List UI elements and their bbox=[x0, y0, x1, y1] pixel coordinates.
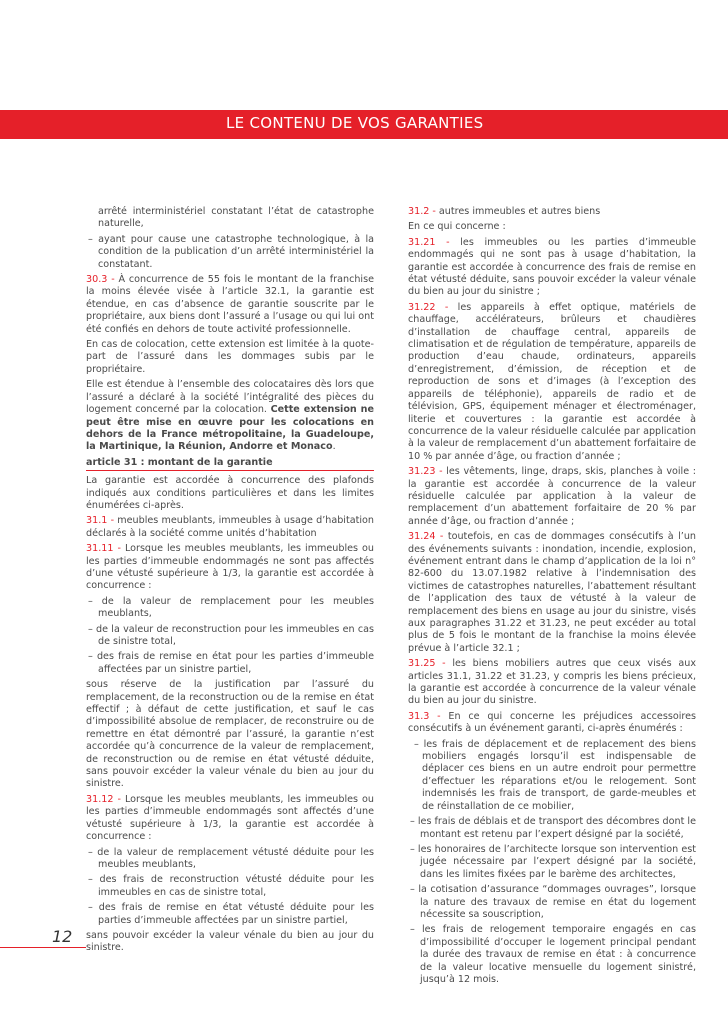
paragraph-text: les immeubles ou les parties d’immeuble endommagés qui ne sont pas à usage d’habitation, la garantie est accordée à concurrence des frais de remise en état vétusté déduite, sans pouvoir excéder la valeur vénale du bien au jour du sinistre ; bbox=[408, 236, 696, 298]
paragraph bbox=[86, 274, 374, 336]
section-number: 31.23 - bbox=[408, 466, 443, 478]
list-item: – les frais de déplacement et de replacement des biens mobiliers engagés lorsqu’il est indispensable de déplacer ces biens en un autre endroit pour permettre d’effectuer les réparations et/ou le relogement. Sont indemnisés les frais de transport, de garde-meubles et de réinstallation de ce mobilier, bbox=[414, 738, 696, 812]
paragraph bbox=[408, 658, 696, 708]
paragraph: En ce qui concerne : bbox=[408, 221, 506, 233]
page-number: 12 bbox=[52, 927, 73, 946]
section-number: 31.21 - bbox=[408, 236, 450, 248]
paragraph-text: Lorsque les meubles meublants, les immeubles ou les parties d’immeuble endommagés ne sont pas affectés d’une vétusté supérieure à 1/3, la garantie est accordée à concurrence : bbox=[86, 543, 374, 592]
paragraph-text: autres immeubles et autres biens bbox=[435, 206, 601, 217]
section-number: 31.12 - bbox=[86, 793, 121, 805]
paragraph-text: les appareils à effet optique, matériels de chauffage, accélérateurs, brûleurs et chaudières d’installation de chauffage central, appareils de climatisation et de régulation de température, appareils de production d’eau chaude, ordinateurs, appareils d’enregistrement, d’émission, de réception et de reproduction de sons et d’images (à l’exception des appareils de téléphonie), appareils de radio et de télévision, GPS, équipement ménager et électroménager, literie et couvertures : la garantie est accordée à concurrence de la valeur résiduelle calculée par application à la valeur de remplacement d’un abattement forfaitaire de 10 % par année d’âge, ou fraction d’année ; bbox=[408, 301, 697, 462]
paragraph bbox=[86, 543, 374, 593]
list-item: – des frais de remise en état vétusté déduite pour les parties d’immeuble affectées par un sinistre partiel, bbox=[88, 902, 374, 926]
paragraph bbox=[408, 466, 696, 528]
paragraph-text: À concurrence de 55 fois le montant de la franchise la moins élevée visée à l’article 32.1, la garantie est étendue, en cas d’absence de garantie souscrite par le propriétaire, aux biens dont l’assuré a l’usage ou qui lui ont été confiés en dehors de toute activité professionnelle. bbox=[86, 274, 374, 335]
paragraph: arrêté interministériel constatant l’état de catastrophe naturelle, bbox=[98, 206, 374, 230]
section-number: 31.11 - bbox=[86, 543, 121, 555]
page-title: LE CONTENU DE VOS GARANTIES bbox=[226, 114, 484, 132]
paragraph-text: Lorsque les meubles meublants, les immeubles ou les parties d’immeuble endommagés sont affectés d’une vétusté supérieure à 1/3, la garantie est accordée à concurrence : bbox=[86, 793, 374, 843]
list-item: – de la valeur de remplacement vétusté déduite pour les meubles meublants, bbox=[88, 846, 374, 870]
paragraph: En cas de colocation, cette extension est limitée à la quote-part de l’assuré dans les dommages subis par le propriétaire. bbox=[86, 339, 374, 375]
paragraph: sans pouvoir excéder la valeur vénale du bien au jour du sinistre. bbox=[86, 929, 374, 954]
article-heading: article 31 : montant de la garantie bbox=[86, 457, 374, 471]
section-number: 31.22 - bbox=[408, 301, 449, 313]
page-number-rule bbox=[0, 947, 86, 948]
right-column bbox=[408, 206, 696, 989]
section-number: 31.24 - bbox=[408, 531, 444, 543]
paragraph: La garantie est accordée à concurrence des plafonds indiqués aux conditions particulières et dans les limites énumérées ci-après. bbox=[86, 475, 374, 511]
list-item: – les frais de relogement temporaire engagés en cas d’impossibilité d’occuper le logement principal pendant la durée des travaux de remise en état : à concurrence de la valeur locative mensuelle du logement sinistré, jusqu’à 12 mois. bbox=[410, 924, 696, 985]
section-number: 31.2 - bbox=[408, 206, 436, 217]
paragraph bbox=[408, 302, 696, 463]
section-number: 31.1 - bbox=[86, 515, 115, 527]
section-number: 30.3 - bbox=[86, 274, 115, 286]
list-item: – des frais de remise en état pour les parties d’immeuble affectées par un sinistre partiel, bbox=[88, 651, 374, 675]
paragraph-text: Elle est étendue à l’ensemble des colocataires dès lors que l’assuré a déclaré à la société l’intégralité des pièces du logement concerné par la colocation. bbox=[86, 379, 374, 416]
list-item: – la cotisation d’assurance “dommages ouvrages”, lorsque la nature des travaux de remise en état du logement nécessite sa souscription, bbox=[410, 884, 696, 920]
left-column bbox=[86, 206, 374, 958]
paragraph: sous réserve de la justification par l’assuré du remplacement, de la reconstruction ou de la remise en état effectif ; à défaut de cette justification, et sauf le cas d’impossibilité absolue de remplacer, de reconstruire ou de remettre en état démontré par l’assuré, la garantie n’est accordée qu’à concurrence de la valeur de remplacement, de reconstruction ou de remise en état vétusté déduite, sans pouvoir excéder la valeur vénale du bien au jour du sinistre. bbox=[86, 679, 374, 790]
paragraph-text: En ce qui concerne les préjudices accessoires consécutifs à un événement garanti, ci-après énumérés : bbox=[408, 710, 696, 735]
paragraph-text: toutefois, en cas de dommages consécutifs à l’un des événements suivants : inondation, incendie, explosion, événement entrant dans le champ d’application de la loi n° 82-600 du 13.07.1982 relative à l’indemnisation des victimes de catastrophes naturelles, l’abattement résultant de l’application des taux de vétusté à la valeur de remplacement des biens en usage au jour du sinistre, visés aux paragraphes 31.22 et 31.23, ne peut excéder au total plus de 5 fois le montant de la franchise la moins élevée prévue à l’article 32.1 ; bbox=[408, 531, 697, 654]
paragraph-text: les vêtements, linge, draps, skis, planches à voile : la garantie est accordée à concurrence de la valeur résiduelle calculée par application à la valeur de remplacement d’un abattement forfaitaire de 20 % par année d’âge, ou fraction d’année ; bbox=[408, 466, 696, 527]
paragraph bbox=[408, 206, 696, 218]
section-number: 31.25 - bbox=[408, 658, 446, 670]
paragraph bbox=[86, 515, 374, 540]
header-banner bbox=[0, 110, 728, 139]
paragraph bbox=[86, 794, 374, 844]
list-item: – les honoraires de l’architecte lorsque son intervention est jugée nécessaire par l’expert désigné par la société, dans les limites fixées par le barème des architectes, bbox=[410, 843, 696, 880]
paragraph bbox=[408, 711, 696, 736]
list-item: – ayant pour cause une catastrophe technologique, à la condition de la publication d’un arrêté interministériel la constatant. bbox=[88, 233, 374, 270]
paragraph-text: les biens mobiliers autres que ceux visés aux articles 31.1, 31.22 et 31.23, y compris les biens précieux, la garantie est accordée à concurrence de la valeur vénale du bien au jour du sinistre. bbox=[408, 658, 696, 707]
list-item: – des frais de reconstruction vétusté déduite pour les immeubles en cas de sinistre total, bbox=[88, 874, 374, 898]
paragraph bbox=[408, 531, 696, 655]
paragraph-text: meubles meublants, immeubles à usage d’habitation déclarés à la société comme unités d’habitation bbox=[86, 515, 374, 539]
paragraph bbox=[86, 379, 374, 453]
paragraph-text: . bbox=[332, 441, 336, 453]
list-item: – les frais de déblais et de transport des décombres dont le montant est retenu par l’expert désigné par la société, bbox=[410, 816, 696, 840]
list-item: – de la valeur de reconstruction pour les immeubles en cas de sinistre total, bbox=[88, 623, 374, 647]
section-number: 31.3 - bbox=[408, 710, 441, 722]
bold-text: Cette extension ne peut être mise en œuvre pour les colocations en dehors de la France métropolitaine, la Guadeloupe, la Martinique, la Réunion, Andorre et Monaco bbox=[86, 404, 374, 453]
list-item: – de la valeur de remplacement pour les meubles meublants, bbox=[88, 595, 374, 620]
paragraph bbox=[408, 237, 696, 299]
